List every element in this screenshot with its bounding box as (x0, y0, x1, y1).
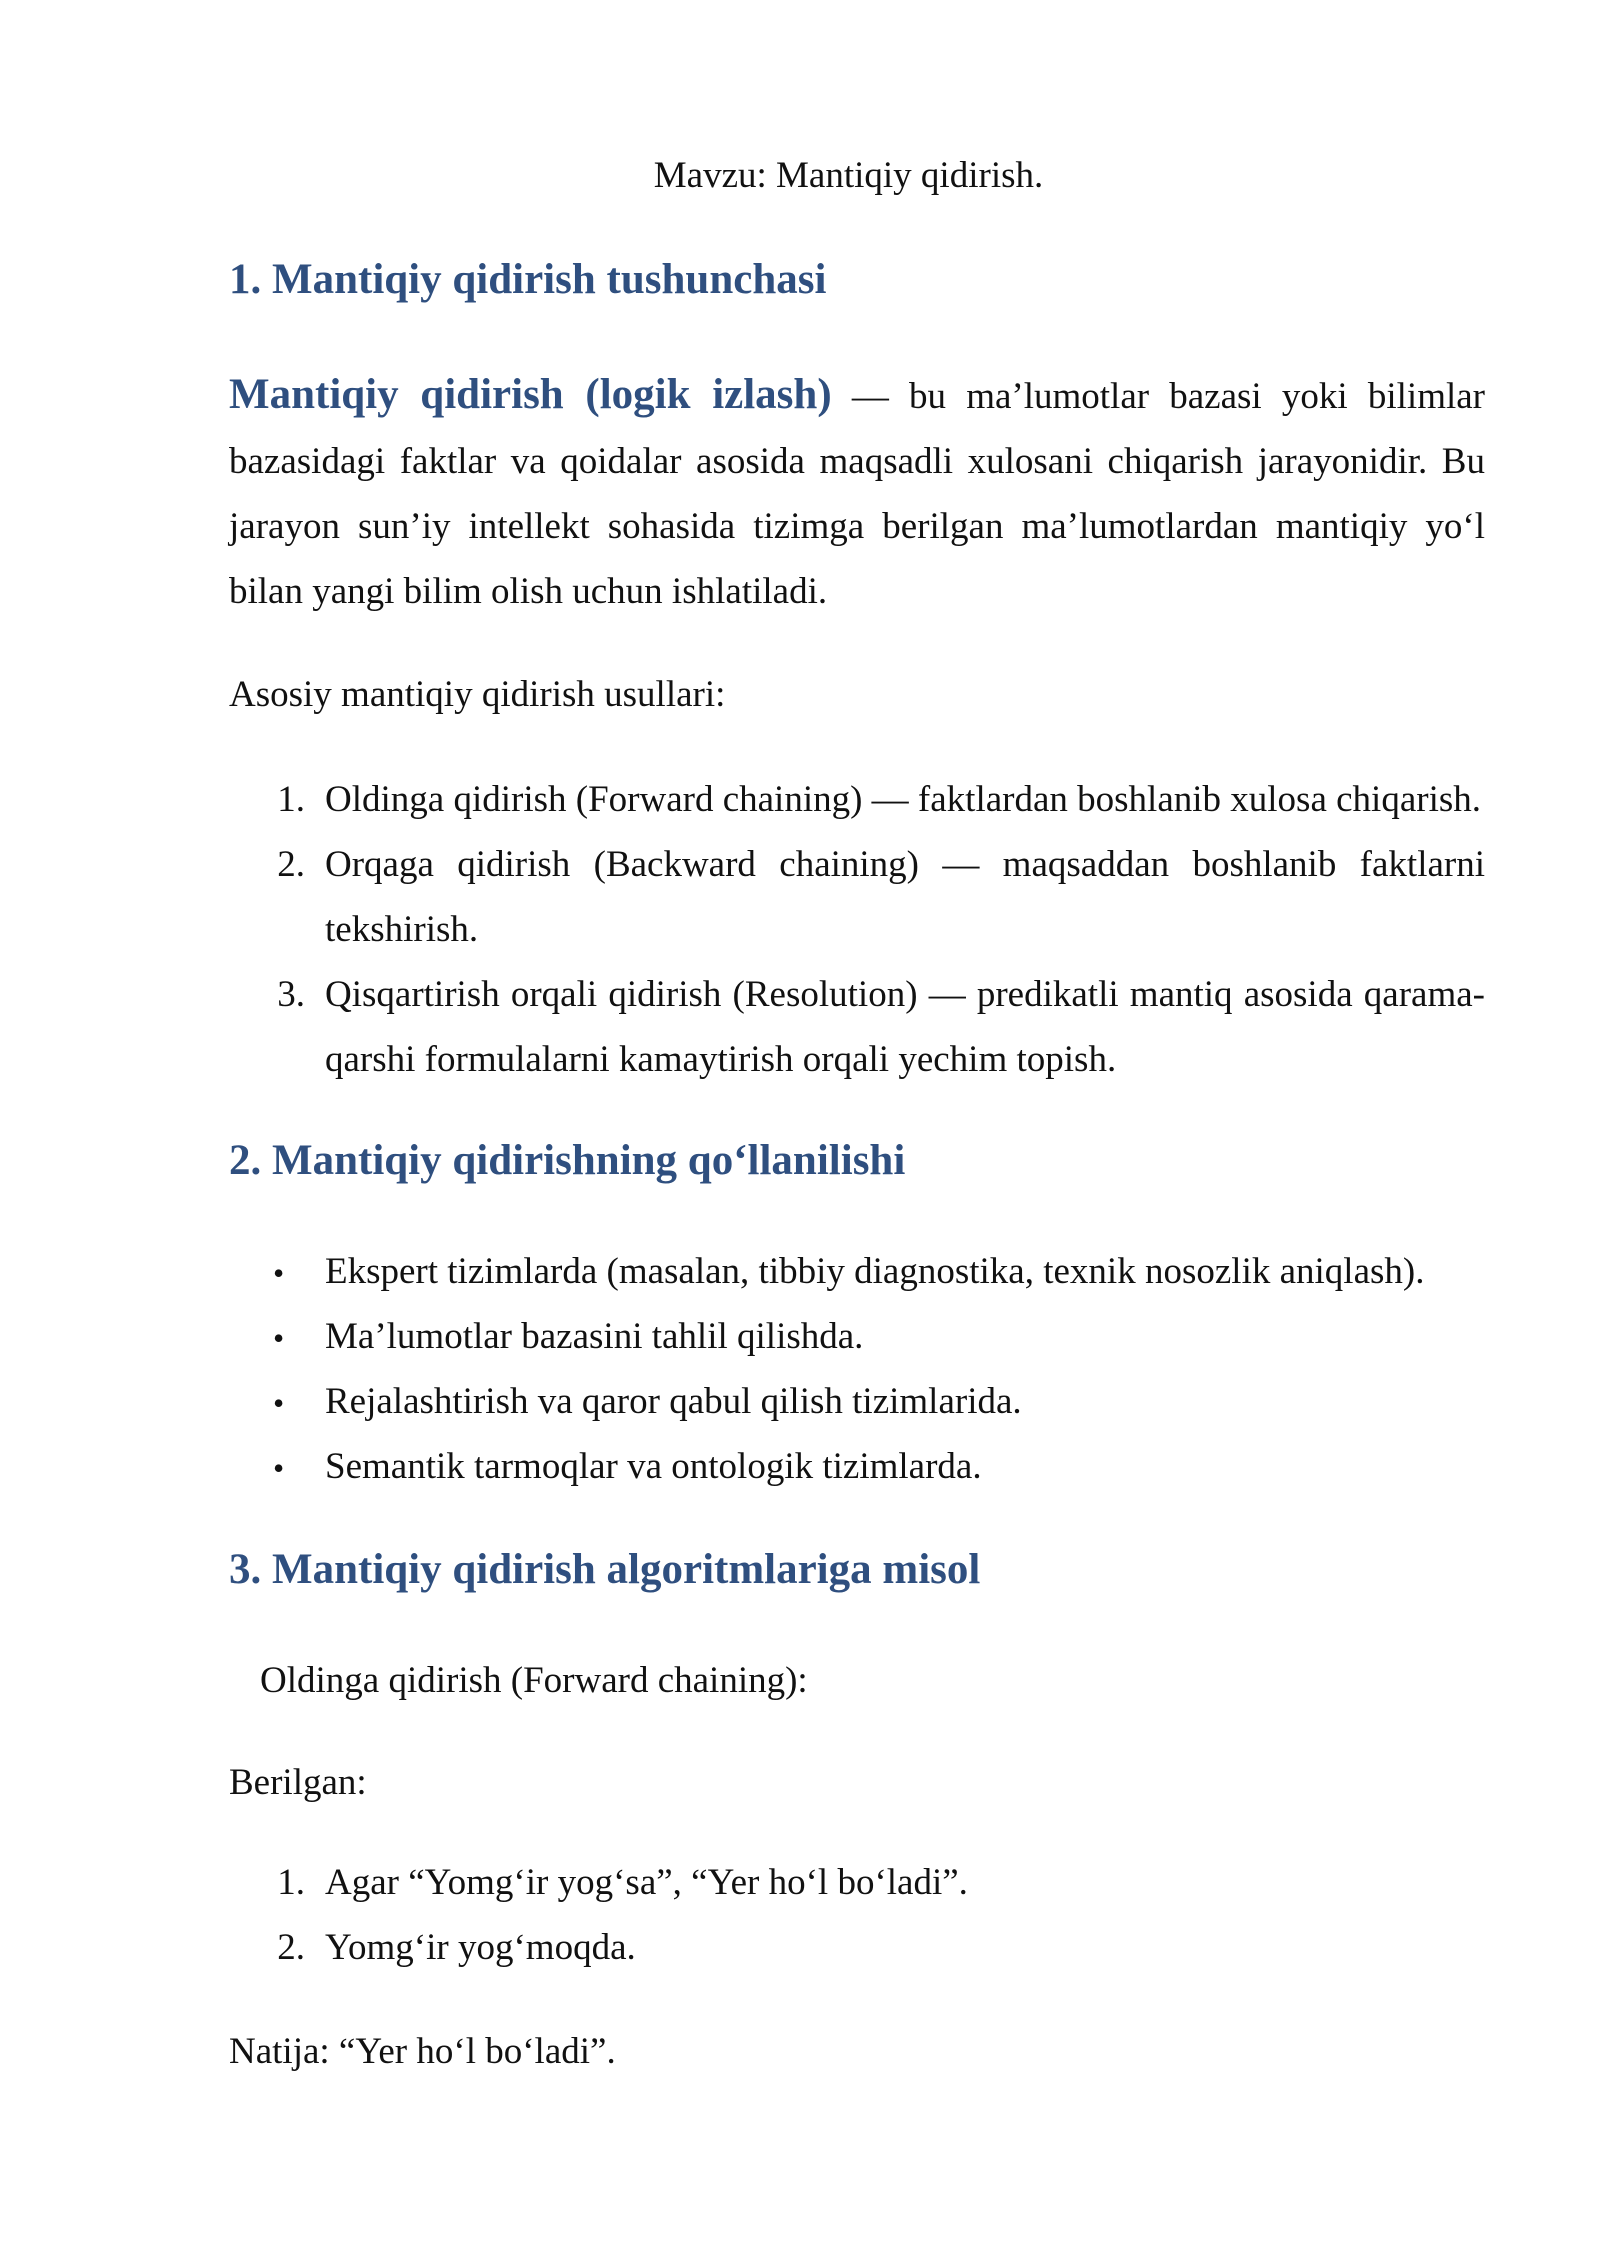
given-number: 2. (277, 1927, 305, 1968)
bullet-icon: • (273, 1255, 285, 1291)
document-title: Mavzu: Mantiqiy qidirish. (653, 155, 1044, 196)
method-number: 2. (277, 844, 305, 885)
section-2-heading: 2. Mantiqiy qidirishning qo‘llanilishi (229, 1137, 906, 1184)
section-3-heading: 3. Mantiqiy qidirish algoritmlariga misol (229, 1546, 981, 1593)
section-1-heading: 1. Mantiqiy qidirish tushunchasi (229, 256, 827, 303)
definition-paragraph (229, 362, 1485, 624)
method-number: 3. (277, 974, 305, 1015)
given-item: Yomg‘ir yog‘moqda. (325, 1927, 636, 1968)
method-item: Oldinga qidirish (Forward chaining) — faktlardan boshlanib xulosa chiqarish. (325, 779, 1481, 820)
application-item: Rejalashtirish va qaror qabul qilish tizimlarida. (325, 1381, 1022, 1422)
bullet-icon: • (273, 1320, 285, 1356)
example-title: Oldinga qidirish (Forward chaining): (260, 1660, 808, 1701)
application-item: Ma’lumotlar bazasini tahlil qilishda. (325, 1316, 864, 1357)
given-label: Berilgan: (229, 1762, 367, 1803)
given-number: 1. (277, 1862, 305, 1903)
application-item: Ekspert tizimlarda (masalan, tibbiy diagnostika, texnik nosozlik aniqlash). (325, 1251, 1425, 1292)
method-item: Qisqartirish orqali qidirish (Resolution) — predikatli mantiq asosida qarama-qarshi formulalarni kamaytirish orqali yechim topish. (325, 974, 1485, 1080)
bullet-icon: • (273, 1385, 285, 1421)
given-item: Agar “Yomg‘ir yog‘sa”, “Yer ho‘l bo‘ladi”. (325, 1862, 968, 1903)
application-item: Semantik tarmoqlar va ontologik tizimlarda. (325, 1446, 982, 1487)
methods-intro: Asosiy mantiqiy qidirish usullari: (229, 674, 726, 715)
method-item: Orqaga qidirish (Backward chaining) — maqsaddan boshlanib faktlarni tekshirish. (325, 844, 1485, 950)
method-number: 1. (277, 779, 305, 820)
bullet-icon: • (273, 1450, 285, 1486)
definition-term: Mantiqiy qidirish (logik izlash) (229, 371, 832, 418)
result-text: Natija: “Yer ho‘l bo‘ladi”. (229, 2031, 616, 2072)
definition-text: — bu ma’lumotlar bazasi yoki bilimlar bazasidagi faktlar va qoidalar asosida maqsadli xulosani chiqarish jarayonidir. Bu jarayon sun’iy intellekt sohasida tizimga berilgan ma’lumotlardan mantiqiy yo‘l bilan yangi bilim olish uchun ishlatiladi. (229, 376, 1485, 612)
